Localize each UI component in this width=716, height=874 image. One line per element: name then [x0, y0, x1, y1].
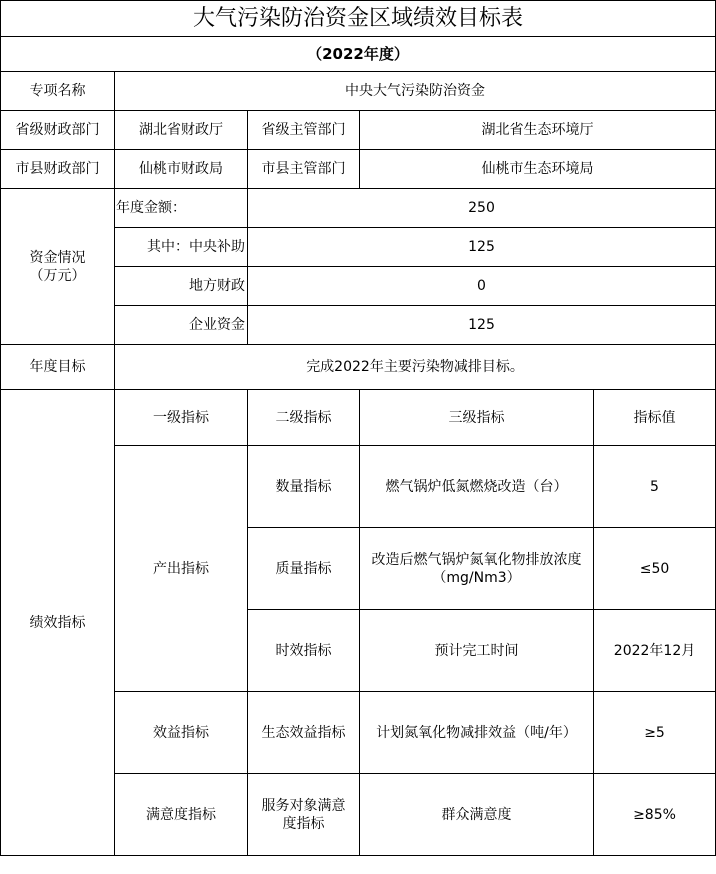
level3-cell: 群众满意度 — [360, 774, 594, 856]
annual-goal-label: 年度目标 — [1, 345, 115, 390]
funds-label-text: 资金情况 — [29, 249, 86, 266]
funds-row-label: 其中：中央补助 — [115, 228, 248, 267]
document-title: 大气污染防治资金区域绩效目标表 — [1, 1, 716, 37]
indicator-value: 5 — [594, 446, 716, 528]
level3-cell: 改造后燃气锅炉氮氧化物排放浓度（mg/Nm3） — [360, 528, 594, 610]
header-level3: 三级指标 — [360, 390, 594, 446]
provincial-dept-value: 湖北省生态环境厅 — [360, 111, 716, 150]
annual-goal-text: 完成2022年主要污染物减排目标。 — [115, 345, 716, 390]
project-name-label: 专项名称 — [1, 72, 115, 111]
provincial-dept-label: 省级主管部门 — [248, 111, 360, 150]
city-finance-label: 市县财政部门 — [1, 150, 115, 189]
document-subtitle: （2022年度） — [1, 37, 716, 72]
indicator-value: 2022年12月 — [594, 610, 716, 692]
indicator-value: ≥5 — [594, 692, 716, 774]
funds-row-label: 年度金额： — [115, 189, 248, 228]
level3-cell: 预计完工时间 — [360, 610, 594, 692]
city-dept-label: 市县主管部门 — [248, 150, 360, 189]
funds-label — [1, 189, 115, 345]
level2-cell: 服务对象满意度指标 — [248, 774, 360, 856]
funds-row-value: 250 — [248, 189, 716, 228]
indicator-value: ≥85% — [594, 774, 716, 856]
level2-cell: 生态效益指标 — [248, 692, 360, 774]
provincial-finance-label: 省级财政部门 — [1, 111, 115, 150]
level1-satisfaction: 满意度指标 — [115, 774, 248, 856]
level2-cell: 质量指标 — [248, 528, 360, 610]
level3-cell: 燃气锅炉低氮燃烧改造（台） — [360, 446, 594, 528]
level2-cell: 时效指标 — [248, 610, 360, 692]
funds-row-value: 0 — [248, 267, 716, 306]
city-dept-value: 仙桃市生态环境局 — [360, 150, 716, 189]
level1-benefit: 效益指标 — [115, 692, 248, 774]
performance-label: 绩效指标 — [1, 390, 115, 856]
level1-output: 产出指标 — [115, 446, 248, 692]
header-level1: 一级指标 — [115, 390, 248, 446]
header-level2: 二级指标 — [248, 390, 360, 446]
funds-row-label: 地方财政 — [115, 267, 248, 306]
funds-row-value: 125 — [248, 306, 716, 345]
funds-unit-text: （万元） — [29, 267, 86, 284]
city-finance-value: 仙桃市财政局 — [115, 150, 248, 189]
provincial-finance-value: 湖北省财政厅 — [115, 111, 248, 150]
indicator-value: ≤50 — [594, 528, 716, 610]
level2-cell: 数量指标 — [248, 446, 360, 528]
level3-cell: 计划氮氧化物减排效益（吨/年） — [360, 692, 594, 774]
funds-row-label: 企业资金 — [115, 306, 248, 345]
header-value: 指标值 — [594, 390, 716, 446]
funds-row-value: 125 — [248, 228, 716, 267]
project-name-value: 中央大气污染防治资金 — [115, 72, 716, 111]
